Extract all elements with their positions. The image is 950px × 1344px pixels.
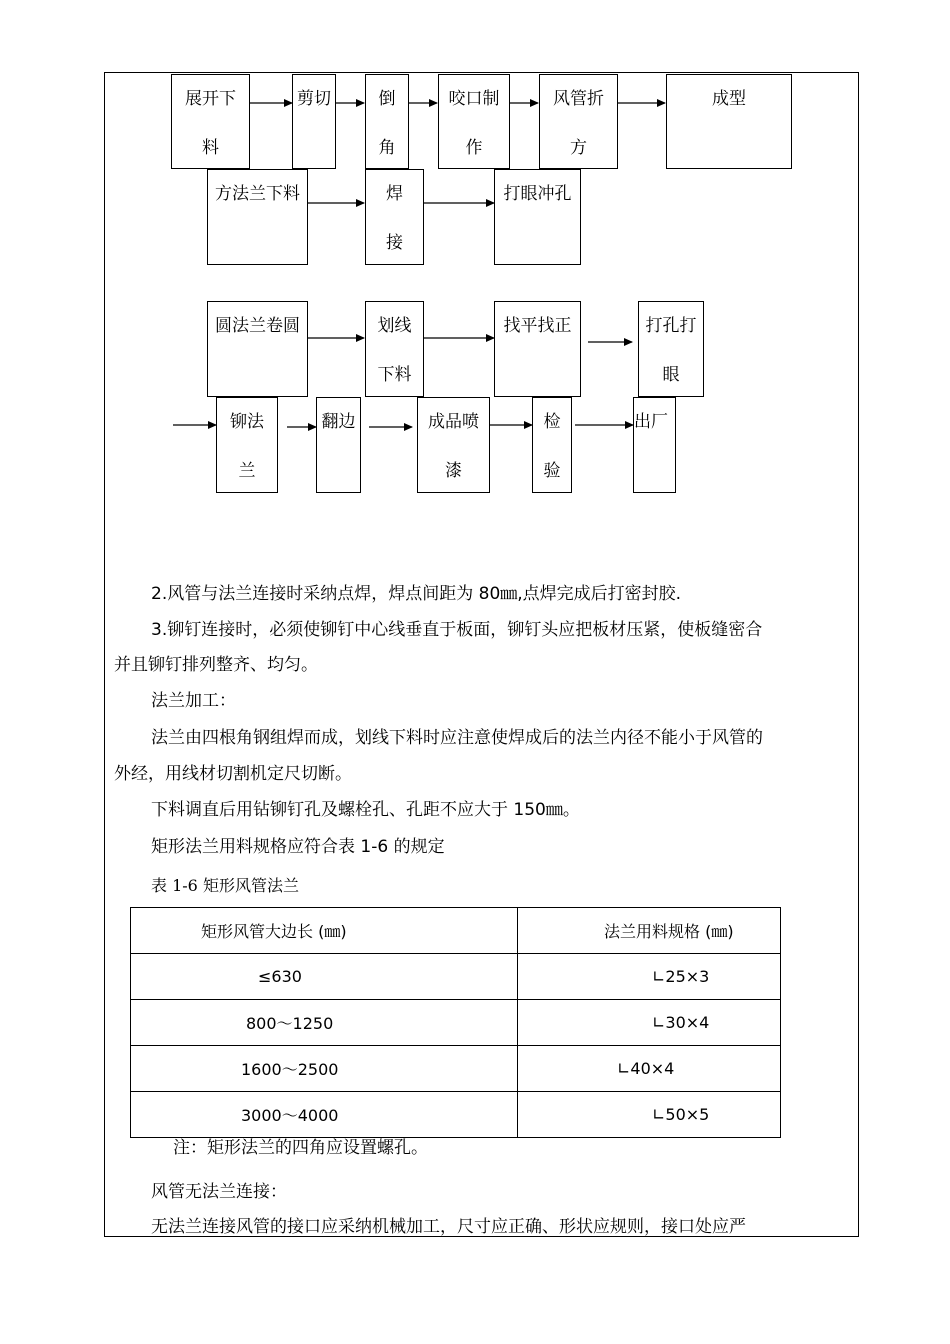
flow-box-text: 下料 [377, 365, 412, 385]
flow-box-shear [292, 74, 336, 169]
table-cell: ≤630 [131, 954, 518, 1000]
flow-box-text: 眼 [662, 365, 680, 385]
flow-box-text: 兰 [238, 461, 256, 481]
flow-box-seam-making [438, 74, 510, 169]
table-cell: ∟50×5 [518, 1092, 781, 1138]
table-cell: ∟30×4 [518, 1000, 781, 1046]
flow-box-ship-out [633, 397, 676, 493]
flow-box-text: 焊 [386, 184, 403, 204]
flow-box-text: 成品喷 [428, 412, 479, 432]
paragraph-hole-spacing: 下料调直后用钻铆钉孔及螺栓孔、孔距不应大于 150㎜。 [151, 800, 580, 820]
flow-box-duct-fold [539, 74, 618, 169]
flow-box-text: 作 [465, 138, 483, 158]
flow-box-text: 角 [378, 138, 396, 158]
flow-box-text: 接 [386, 233, 403, 253]
table-row [131, 1000, 781, 1046]
table-row [131, 1046, 781, 1092]
flow-box-text: 找平找正 [503, 316, 572, 336]
flow-box-text: 倒 [378, 89, 396, 109]
table-note: 注：矩形法兰的四角应设置螺孔。 [173, 1138, 428, 1158]
flow-box-rivet-flange [216, 397, 278, 493]
table-caption: 表 1-6 矩形风管法兰 [151, 876, 299, 895]
flow-box-text: 漆 [445, 461, 462, 481]
paragraph-table-reference: 矩形法兰用料规格应符合表 1-6 的规定 [151, 837, 445, 857]
heading-flangeless-connection: 风管无法兰连接： [151, 1182, 287, 1202]
table-cell: ∟40×4 [518, 1046, 781, 1092]
flow-box-paint [417, 397, 490, 493]
flow-box-text: 出厂 [634, 412, 668, 432]
flow-box-punch-holes [494, 169, 581, 265]
flow-box-unfold-cut [171, 74, 250, 169]
flow-box-text: 展开下 [185, 89, 236, 109]
flow-box-level-align [494, 301, 581, 397]
flow-box-text: 方 [570, 138, 587, 158]
flow-box-text: 料 [202, 138, 219, 158]
flow-box-text: 圆法兰卷圆 [215, 316, 300, 336]
paragraph-spot-weld: 2.风管与法兰连接时采纳点焊，焊点间距为 80㎜,点焊完成后打密封胶. [151, 584, 682, 604]
flow-box-text: 剪切 [297, 89, 331, 109]
flow-box-round-flange-roll [207, 301, 308, 397]
table-header-cell: 矩形风管大边长 (㎜) [131, 908, 518, 954]
flow-box-flanging [316, 397, 361, 493]
table-row [131, 1092, 781, 1138]
flow-box-text: 成型 [712, 89, 746, 109]
flow-box-mark-cut [365, 301, 424, 397]
flow-box-text: 方法兰下料 [215, 184, 300, 204]
paragraph-flange-line1: 法兰由四根角钢组焊而成，划线下料时应注意使焊成后的法兰内径不能小于风管的 [151, 728, 763, 748]
table-cell: 1600～2500 [131, 1046, 518, 1092]
table-header-row [131, 908, 781, 954]
flow-box-text: 风管折 [553, 89, 604, 109]
flow-box-text: 验 [543, 461, 561, 481]
table-cell: ∟25×3 [518, 954, 781, 1000]
flow-box-inspect [532, 397, 572, 493]
table-header-cell: 法兰用料规格 (㎜) [518, 908, 781, 954]
flow-box-weld [365, 169, 424, 265]
flow-box-square-flange-cut [207, 169, 308, 265]
flow-box-forming [666, 74, 792, 169]
flow-box-text: 铆法 [230, 412, 264, 432]
flow-box-text: 打眼冲孔 [503, 184, 572, 204]
flow-box-text: 咬口制 [448, 89, 500, 109]
flow-box-drill-holes [638, 301, 704, 397]
flow-box-text: 检 [543, 412, 561, 432]
table-cell: 3000～4000 [131, 1092, 518, 1138]
flow-box-chamfer [365, 74, 409, 169]
table-cell: 800～1250 [131, 1000, 518, 1046]
heading-flange-processing: 法兰加工： [151, 691, 236, 711]
paragraph-flangeless-line1: 无法兰连接风管的接口应采纳机械加工，尺寸应正确、形状应规则，接口处应严 [151, 1217, 746, 1237]
paragraph-rivet-line1: 3.铆钉连接时，必须使铆钉中心线垂直于板面，铆钉头应把板材压紧，使板缝密合 [151, 620, 763, 640]
flow-box-text: 打孔打 [645, 316, 697, 336]
flow-box-text: 划线 [377, 316, 412, 336]
paragraph-flange-line2: 外经，用线材切割机定尺切断。 [114, 764, 352, 784]
flange-spec-table [130, 907, 781, 1138]
paragraph-rivet-line2: 并且铆钉排列整齐、均匀。 [114, 655, 318, 675]
flow-box-text: 翻边 [321, 412, 356, 432]
table-row [131, 954, 781, 1000]
